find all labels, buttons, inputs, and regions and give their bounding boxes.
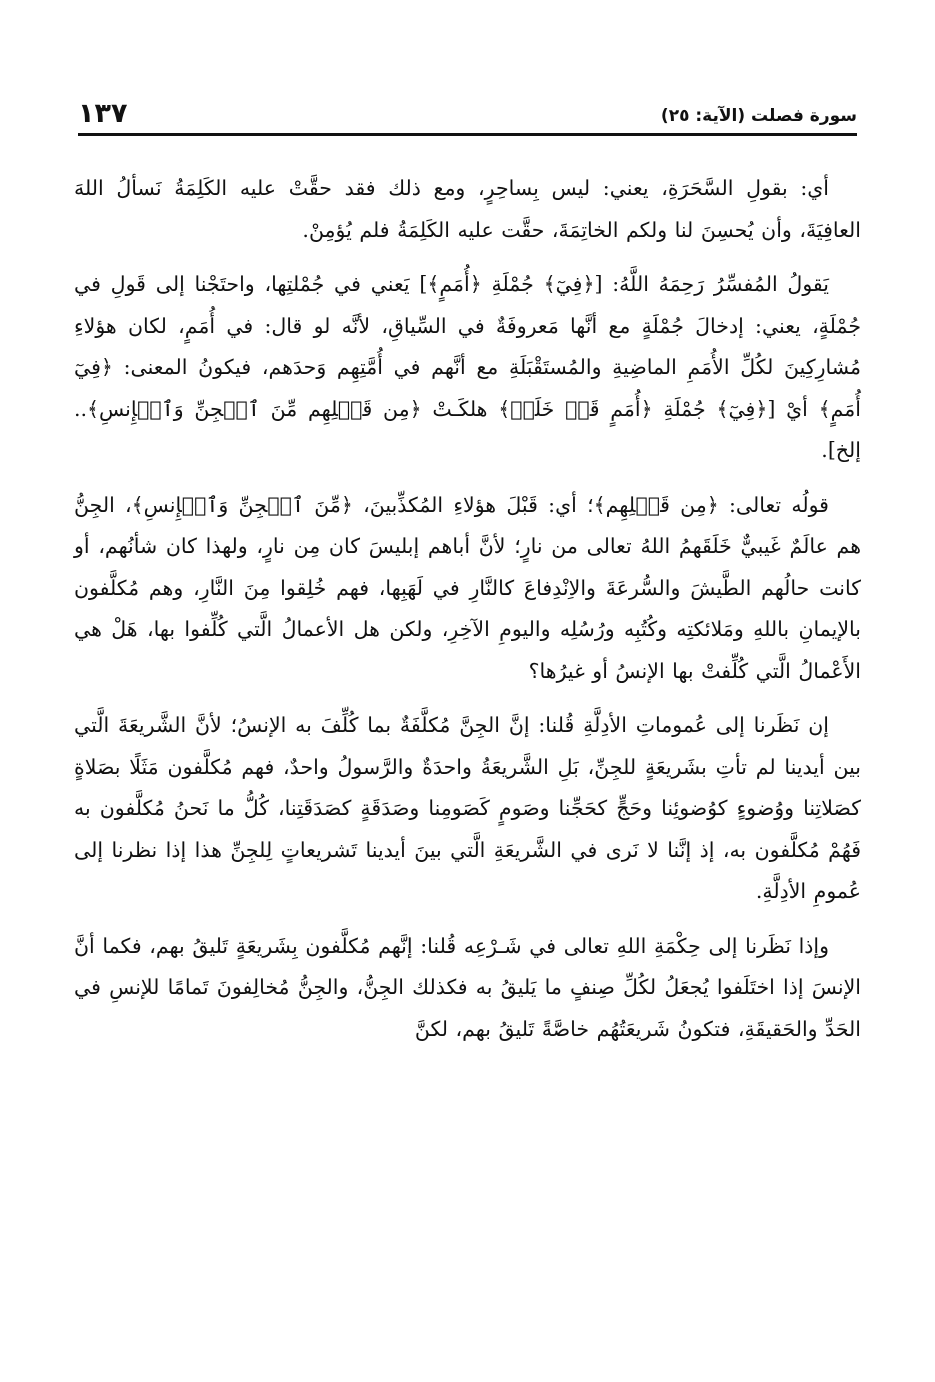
paragraph: أي: بقولِ السَّحَرَةِ، يعني: ليس بِساحِرٍ، ومع ذلك فقد حقَّتْ عليه الكَلِمَةُ نَسألُ اللهَ العافِيَةَ، وأن يُحسِنَ لنا ولكم الخاتِمَةَ، حقَّت عليه الكَلِمَةُ فلم يُؤمِنْ. [74,176,861,242]
paragraph: إن نَظَرنا إلى عُموماتِ الأدِلَّةِ قُلنا: إنَّ الجِنَّ مُكلَّفَةٌ بما كُلِّفَ به الإنسُ؛ لأنَّ الشَّريعَةَ الَّتي بين أيدينا لم تأتِ بشَريعَةٍ للجِنِّ، بَلِ الشَّريعَةُ واحدَةٌ والرَّسولُ واحدٌ، فهم مُكلَّفون مَثَلًا بصَلاةٍ كصَلاتِنا ووُضوءٍ كوُضوئِنا وحَجٍّ كحَجِّنا وصَومٍ كَصَومِنا وصَدَقَةٍ كصَدَقَتِنا، كُلُّ ما نَحنُ مُكلَّفون به فَهُمْ مُكلَّفون به، إذ إنَّنا لا نَرى في الشَّريعَةِ الَّتي بينَ أيدينا تَشريعاتٍ لِلجِنِّ هذا إذا نظرنا إلى عُمومِ الأدِلَّةِ. [74,713,861,903]
header-divider [78,133,857,136]
paragraph: قولُه تعالى: ﴿مِن قَبۡلِهِم﴾؛ أي: قَبْلَ هؤلاءِ المُكذِّبينَ، ﴿مِّنَ ٱلۡجِنِّ وَٱلۡإِنسِ﴾، الجِنُّ هم عالَمٌ غَيبيٌّ خَلَقَهمُ اللهُ تعالى من نارٍ؛ لأنَّ أباهم إبليسَ كان مِن نارٍ، ولهذا كان شأنُهم، أو كانت حالُهم الطَّيشَ والسُّرعَةَ والاِنْدِفاعَ كالنَّارِ في لَهَبِها، فهم خُلِقوا مِنَ النَّارِ، وهم مُكلَّفون بالإيمانِ باللهِ ومَلائكتِه وكُتُبِه ورُسُلِه واليومِ الآخِرِ، ولكن هل الأعمالُ الَّتي كُلِّفوا بها، هَلْ هي الأَعْمالُ الَّتي كُلِّفتْ بها الإنسُ أو غيرُها؟ [74,492,861,683]
paragraph: وإذا نَظَرنا إلى حِكْمَةِ اللهِ تعالى في شَـرْعِه قُلنا: إنَّهم مُكلَّفون بِشَريعَةٍ تَليقُ بهم، فكما أنَّ الإنسَ إذا اختَلَفوا يُجعَلُ لكُلِّ صِنفٍ ما يَليقُ به فكذلك الجِنُّ، والجِنُّ مُخالِفونَ تَمامًا للإنسِ في الحَدِّ والحَقيقَةِ، فتكونُ شَريعَتُهُم خاصَّةً تَليقُ بهم، لكنَّ [74,933,861,1041]
paragraph: يَقولُ المُفسِّرُ رَحِمَهُ اللَّهُ: [﴿فِيٓ﴾ جُمْلَةِ ﴿أُمَمٍ﴾] يَعني في جُمْلتِها، واحتَجْنا إلى قَولِ في جُمْلَةٍ، يعني: إدخالَ جُمْلَةٍ مع أنَّها مَعروفَةٌ في السِّياقِ، لأنَّه لو قال: في أُمَمٍ، لكان هؤلاءِ مُشارِكِينَ لكُلِّ الأُمَمِ الماضِيةِ والمُستَقْبَلَةِ مع أنَّهم في أُمَّتِهِم وَحدَهم، فيكونُ المعنى: ﴿فِيٓ أُمَمٍ﴾ أيْ [﴿فِيٓ﴾ جُمْلَةِ ﴿أُمَمٍ قَدۡ خَلَتۡ﴾ هلكَـتْ ﴿مِن قَبۡلِهِم مِّنَ ٱلۡجِنِّ وَٱلۡإِنسِ﴾.. إلخ]. [74,272,861,462]
body-text [74,168,861,1063]
running-header [78,92,857,132]
surah-title: سورة فصلت (الآية: ٢٥) [660,106,857,126]
page-number: ١٣٧ [78,98,128,129]
